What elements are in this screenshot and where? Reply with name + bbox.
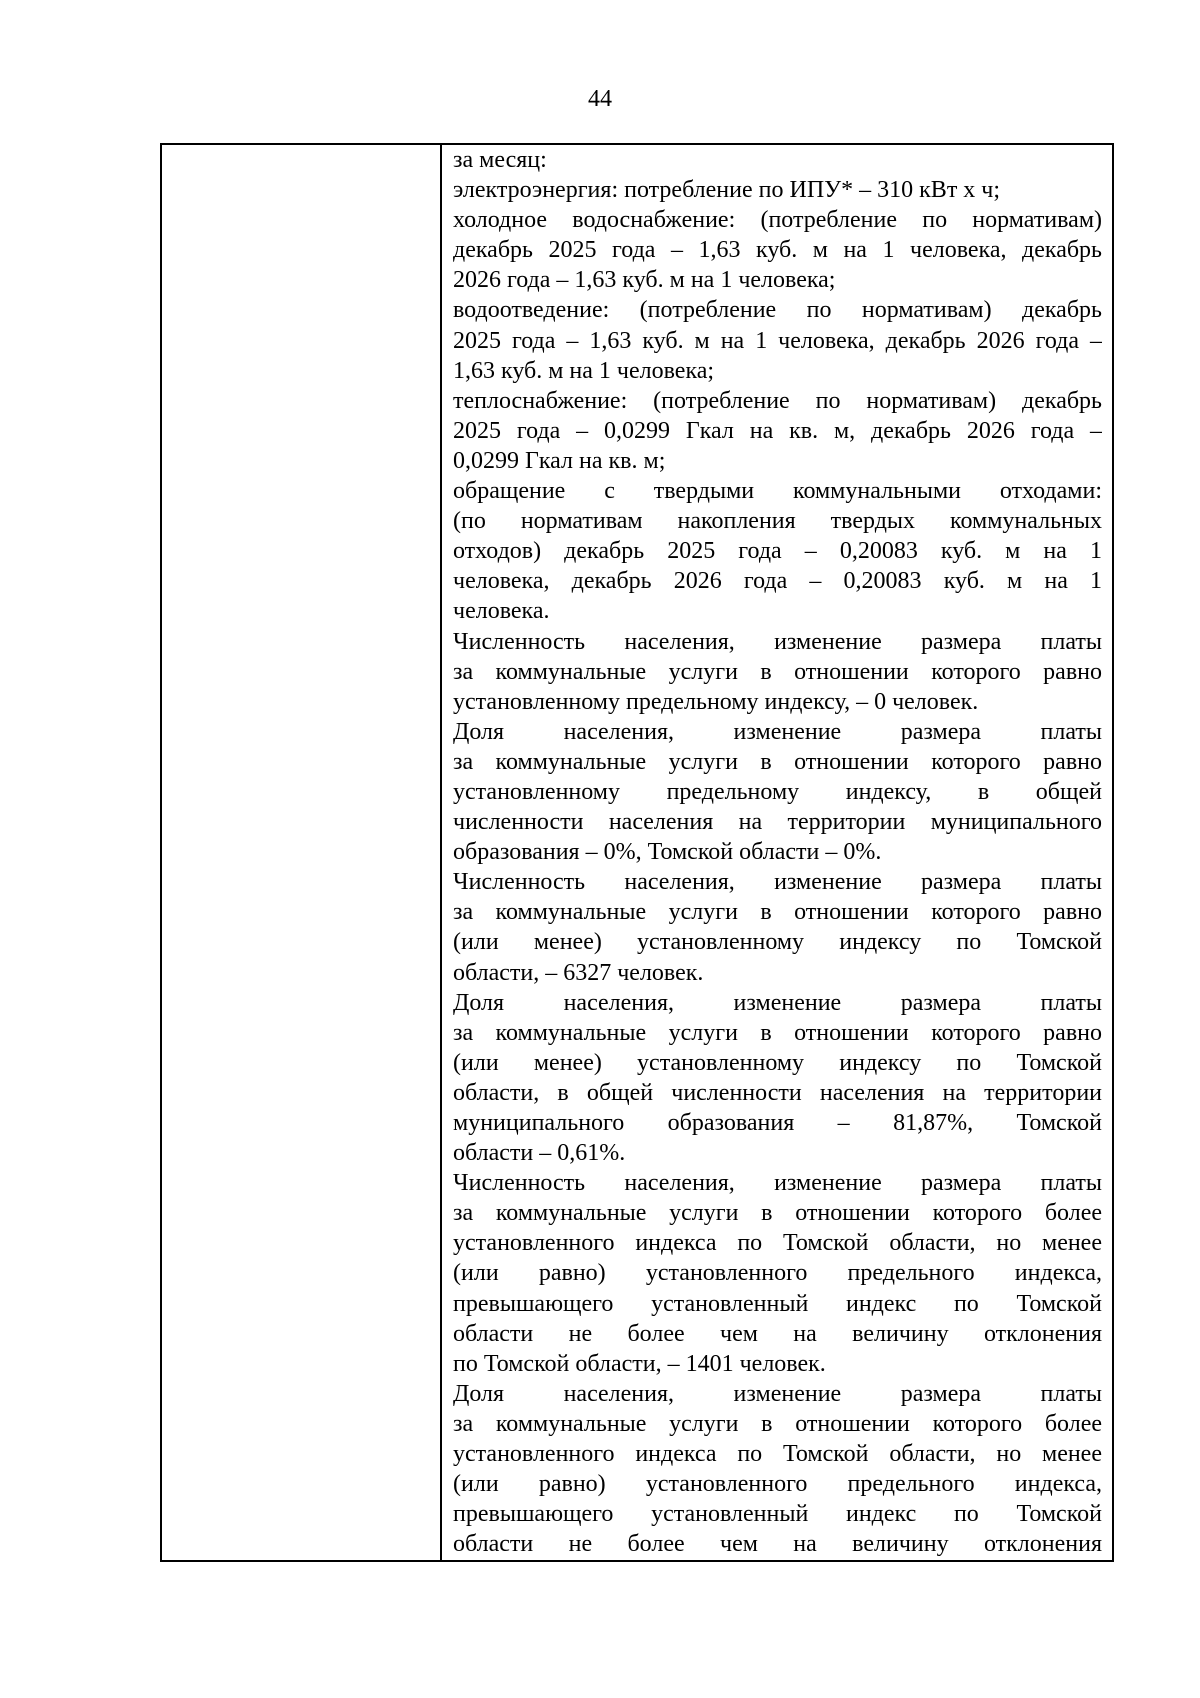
text-line: установленному предельному индексу, – 0 человек.: [453, 688, 979, 715]
text-line: 2026 года – 1,63 куб. м на 1 человека;: [453, 267, 836, 294]
text-line: электроэнергия: потребление по ИПУ* – 310 кВт х ч;: [453, 177, 1001, 204]
text-line: (или равно) установленного предельного индекса,: [453, 1471, 1102, 1498]
text-line: установленного индекса по Томской области, но менее: [453, 1230, 1102, 1257]
text-line: за месяц:: [453, 147, 547, 173]
document-table: [160, 143, 1114, 1562]
text-line: за коммунальные услуги в отношении которого более: [453, 1410, 1102, 1437]
text-line: области, в общей численности населения на территории: [453, 1079, 1102, 1106]
text-line: декабрь 2025 года – 1,63 куб. м на 1 человека, декабрь: [453, 237, 1102, 264]
text-line: Численность населения, изменение размера платы: [453, 1170, 1102, 1197]
text-line: водоотведение: (потребление по нормативам) декабрь: [453, 297, 1102, 324]
text-line: за коммунальные услуги в отношении которого более: [453, 1200, 1102, 1227]
text-line: муниципального образования – 81,87%, Томской: [453, 1110, 1102, 1136]
text-line: установленному предельному индексу, в общей: [453, 778, 1102, 805]
text-line: за коммунальные услуги в отношении которого равно: [453, 748, 1102, 775]
text-line: превышающего установленный индекс по Томской: [453, 1501, 1102, 1528]
text-line: обращение с твердыми коммунальными отходами:: [453, 478, 1102, 505]
text-line: превышающего установленный индекс по Томской: [453, 1290, 1102, 1317]
text-line: холодное водоснабжение: (потребление по нормативам): [453, 207, 1102, 234]
text-line: (по нормативам накопления твердых коммунальных: [453, 508, 1102, 535]
text-line: за коммунальные услуги в отношении которого равно: [453, 658, 1102, 685]
text-line: области не более чем на величину отклонения: [453, 1320, 1102, 1347]
text-line: Доля населения, изменение размера платы: [453, 989, 1102, 1016]
text-line: 2025 года – 0,0299 Гкал на кв. м, декабрь 2026 года –: [453, 417, 1102, 444]
page-number: 44: [588, 86, 612, 112]
text-line: области – 0,61%.: [453, 1140, 626, 1167]
table-left-cell: [162, 145, 442, 1560]
text-line: Численность населения, изменение размера платы: [453, 869, 1102, 896]
text-line: Численность населения, изменение размера платы: [453, 628, 1102, 655]
text-line: отходов) декабрь 2025 года – 0,20083 куб. м на 1: [453, 538, 1102, 565]
text-line: (или менее) установленному индексу по Томской: [453, 929, 1102, 956]
text-line: за коммунальные услуги в отношении которого равно: [453, 899, 1102, 926]
text-line: установленного индекса по Томской области, но менее: [453, 1441, 1102, 1468]
text-line: образования – 0%, Томской области – 0%.: [453, 839, 882, 866]
text-line: 1,63 куб. м на 1 человека;: [453, 357, 715, 384]
text-line: области не более чем на величину отклонения: [453, 1531, 1102, 1558]
text-line: за коммунальные услуги в отношении которого равно: [453, 1019, 1102, 1046]
text-line: человека.: [453, 598, 550, 625]
text-line: (или менее) установленному индексу по Томской: [453, 1049, 1102, 1076]
text-line: человека, декабрь 2026 года – 0,20083 куб. м на 1: [453, 568, 1102, 595]
table-right-cell: [442, 145, 1112, 1560]
text-line: Доля населения, изменение размера платы: [453, 1380, 1102, 1407]
text-line: теплоснабжение: (потребление по нормативам) декабрь: [453, 387, 1102, 414]
text-line: области, – 6327 человек.: [453, 959, 704, 986]
text-line: 0,0299 Гкал на кв. м;: [453, 447, 666, 474]
text-line: численности населения на территории муниципального: [453, 809, 1102, 836]
text-line: Доля населения, изменение размера платы: [453, 718, 1102, 745]
text-line: (или равно) установленного предельного индекса,: [453, 1260, 1102, 1287]
text-line: 2025 года – 1,63 куб. м на 1 человека, декабрь 2026 года –: [453, 327, 1102, 354]
text-line: по Томской области, – 1401 человек.: [453, 1350, 826, 1377]
